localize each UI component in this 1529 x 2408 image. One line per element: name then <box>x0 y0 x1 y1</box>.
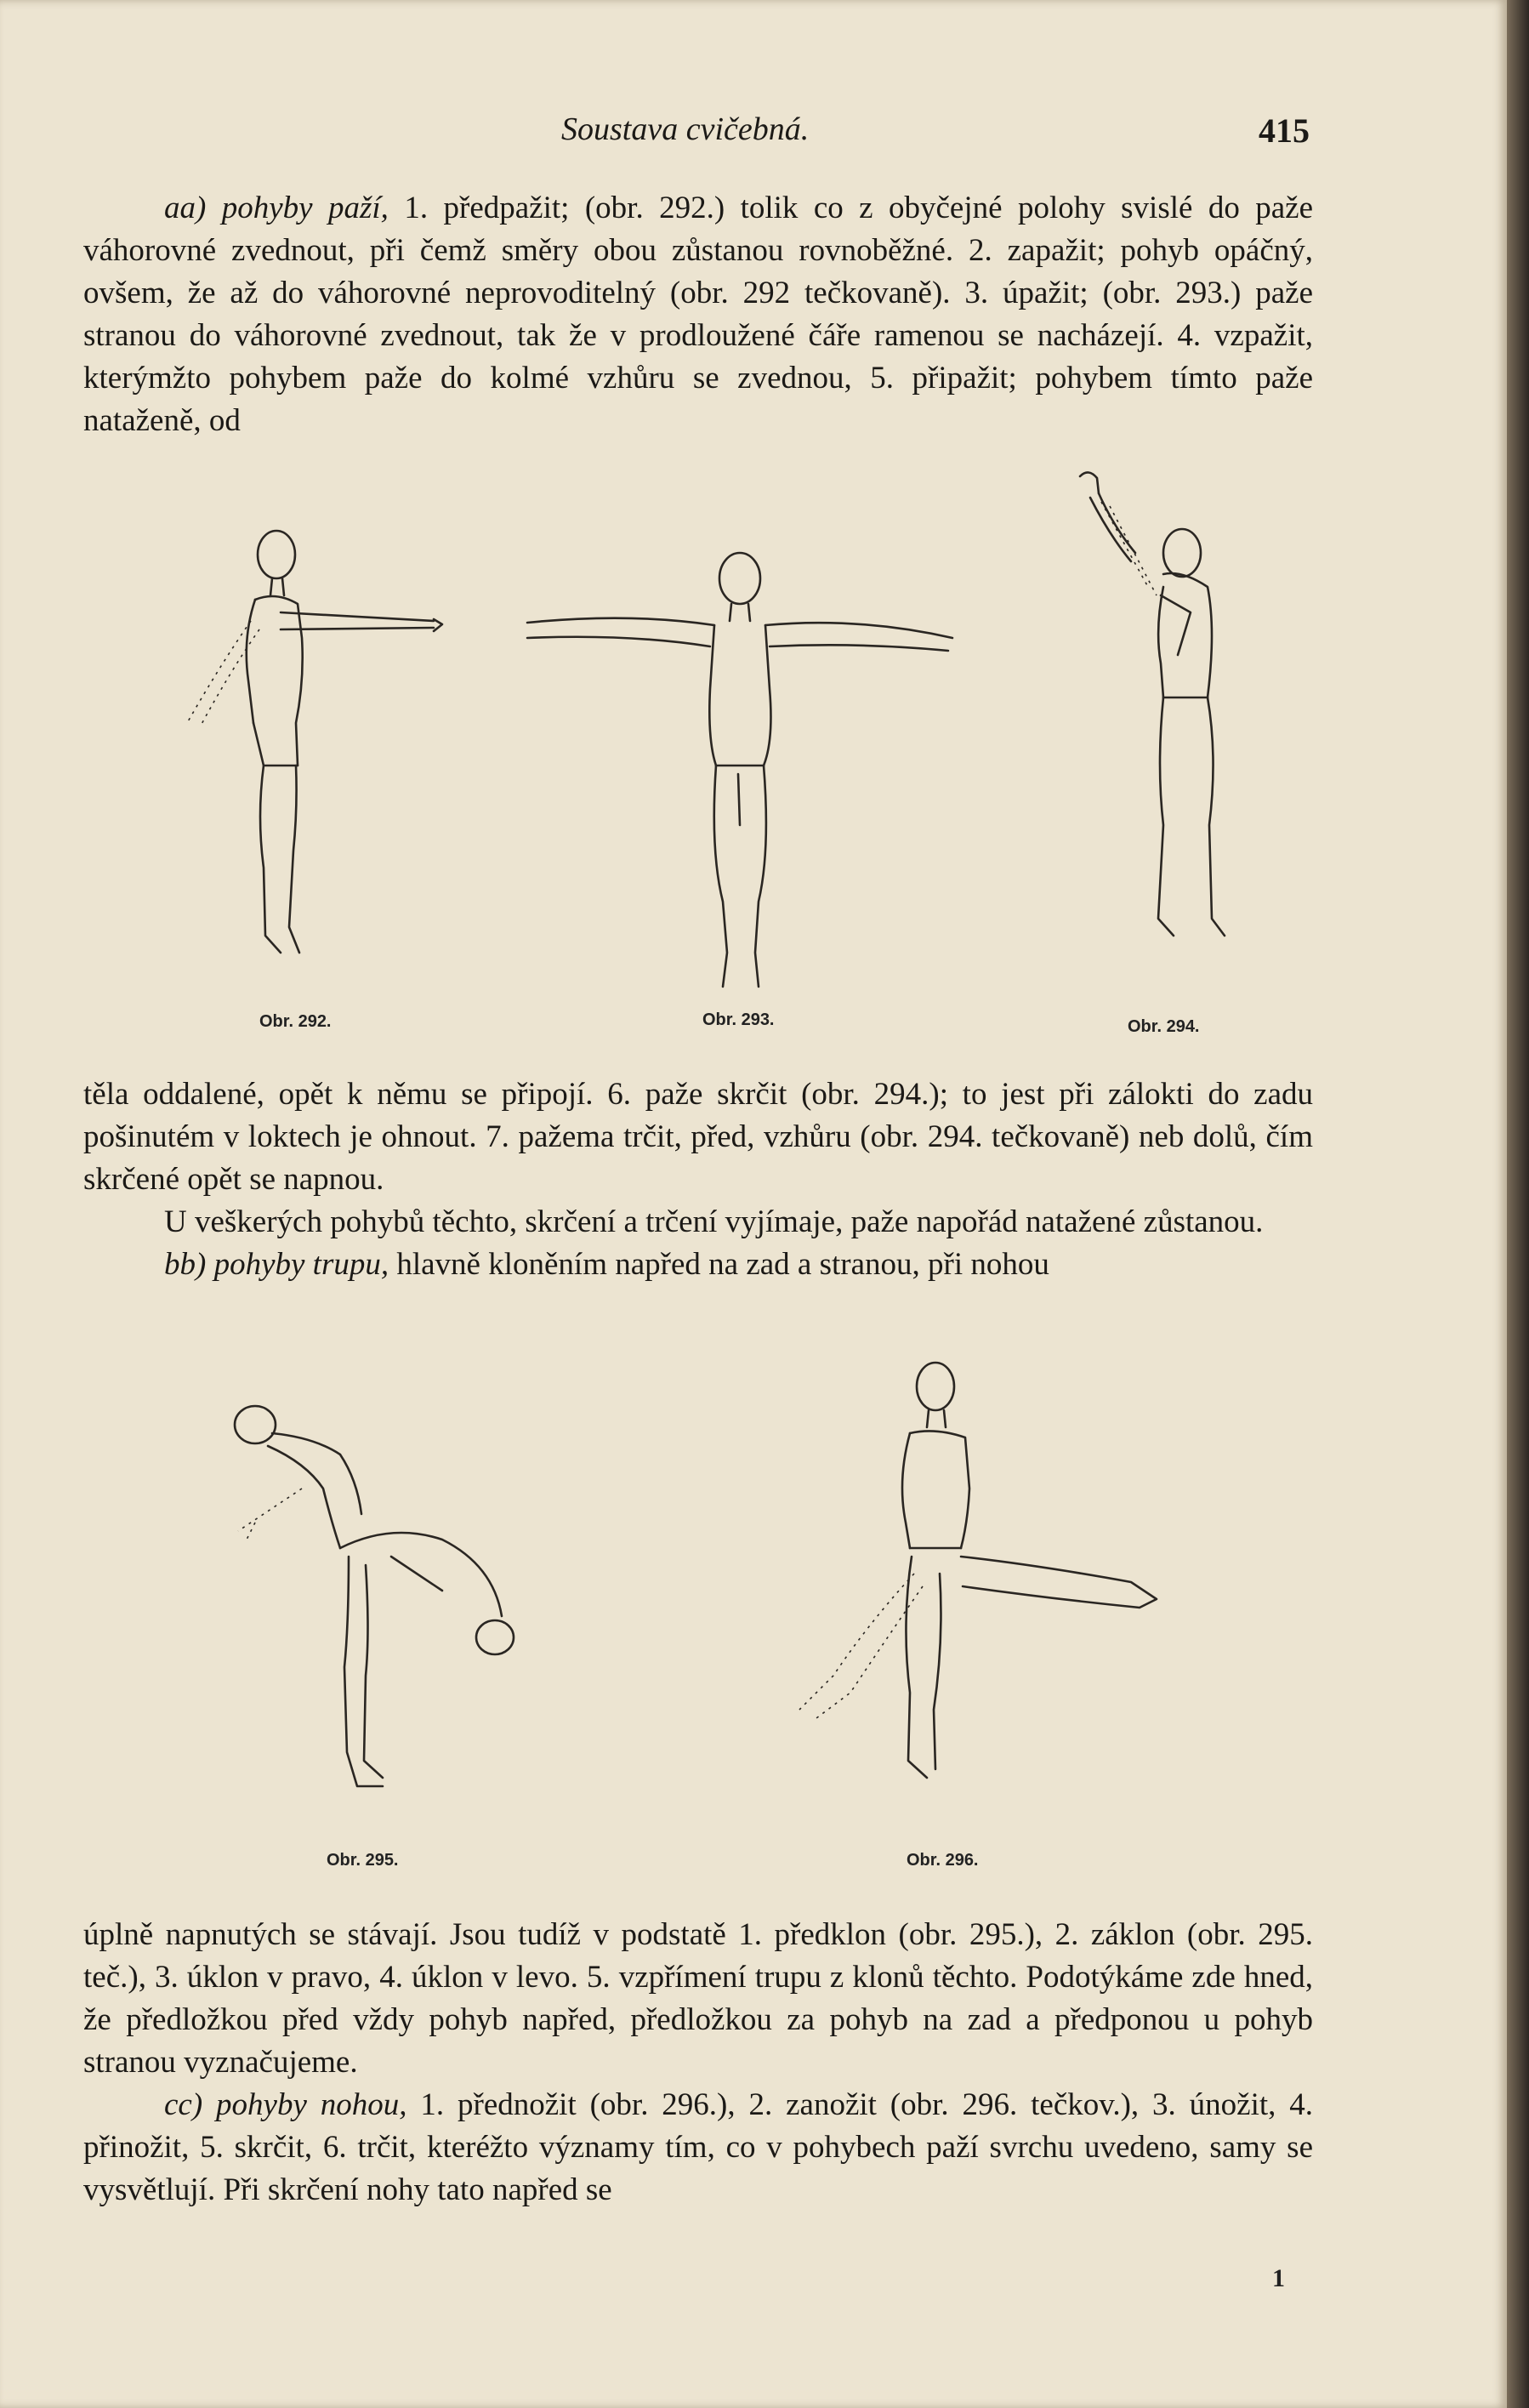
leg-movements-text: 1. přednožit (obr. 296.), 2. zanožit (obr. 296. tečkov.), 3. únožit, 4. přinožit, 5. skrčit, 6. trčit, kteréžto významy tím, co v pohybech paží svrchu uvedeno, samy se vysvětlují. Při skrčení nohy tato napřed se <box>83 2087 1314 2207</box>
arm-text-continued: těla oddalené, opět k němu se připojí. 6. paže skrčit (obr. 294.); to jest při zálokti do zadu pošinutém v loktech je ohnout. 7. pažema trčit, před, vzhůru (obr. 294. tečkovaně) neb dolů, čím skrčené opět se napnou. <box>83 1077 1313 1197</box>
caption-292: Obr. 292. <box>259 1012 332 1031</box>
figure-294-illustration <box>1063 459 1284 987</box>
page-number: 415 <box>1259 111 1310 150</box>
book-spine-edge <box>1507 0 1529 2408</box>
arm-movements-text: 1. předpažit; (obr. 292.) tolik co z obyčejné polohy svislé do paže váhorovné zvednout, při čemž směry obou zůstanou rovnoběžné. 2. zapažit; pohyb opáčný, ovšem, že až do váhorovné neprovoditelný (obr. 292 tečkovaně). 3. úpažit; (obr. 293.) paže stranou do váhorovné zvednout, tak že v prodloužené čáře ramenou se nacházejí. 4. vzpažit, kterýmžto pohybem paže do kolmé vzhůru se zvednou, 5. připažit; pohybem tímto paže nataženě, od <box>83 191 1314 438</box>
signature-mark: 1 <box>1272 2264 1285 2292</box>
paragraph-arm-movements <box>83 187 1313 442</box>
figure-295-illustration <box>221 1386 544 1812</box>
running-header <box>85 111 1310 162</box>
caption-295: Obr. 295. <box>327 1851 399 1870</box>
figure-292-illustration <box>153 510 459 987</box>
caption-294: Obr. 294. <box>1128 1017 1200 1036</box>
arm-text-note: U veškerých pohybů těchto, skrčení a trčení vyjímaje, paže napořád natažené zůstanou. <box>164 1204 1264 1239</box>
label-cc: cc) <box>164 2087 203 2122</box>
heading-leg-movements: pohyby nohou, <box>216 2087 407 2122</box>
trunk-text-continued: úplně napnutých se stávají. Jsou tudíž v podstatě 1. předklon (obr. 295.), 2. záklon (obr. 295. teč.), 3. úklon v pravo, 4. úklon v levo. 5. vzpřímení trupu z klonů těchto. Podotýkáme zde hned, že předložkou před vždy pohyb napřed, předložkou za pohyb na zad a předponou u pohyb stranou vyznačujeme. <box>83 1917 1313 2080</box>
label-aa: aa) <box>164 191 207 225</box>
caption-293: Obr. 293. <box>702 1010 775 1029</box>
heading-arm-movements: pohyby paží, <box>221 191 389 225</box>
paragraph-arm-movements-continued <box>83 1073 1313 1286</box>
header-title: Soustava cvičebná. <box>561 111 810 147</box>
label-bb: bb) <box>164 1247 207 1282</box>
heading-trunk-movements: pohyby trupu, <box>213 1247 389 1282</box>
caption-296: Obr. 296. <box>907 1851 979 1870</box>
paragraph-trunk-and-leg <box>83 1914 1313 2212</box>
trunk-movements-text: hlavně kloněním napřed na zad a stranou, při nohou <box>396 1247 1049 1282</box>
figure-296-illustration <box>782 1352 1174 1829</box>
figure-293-illustration <box>519 544 961 1004</box>
